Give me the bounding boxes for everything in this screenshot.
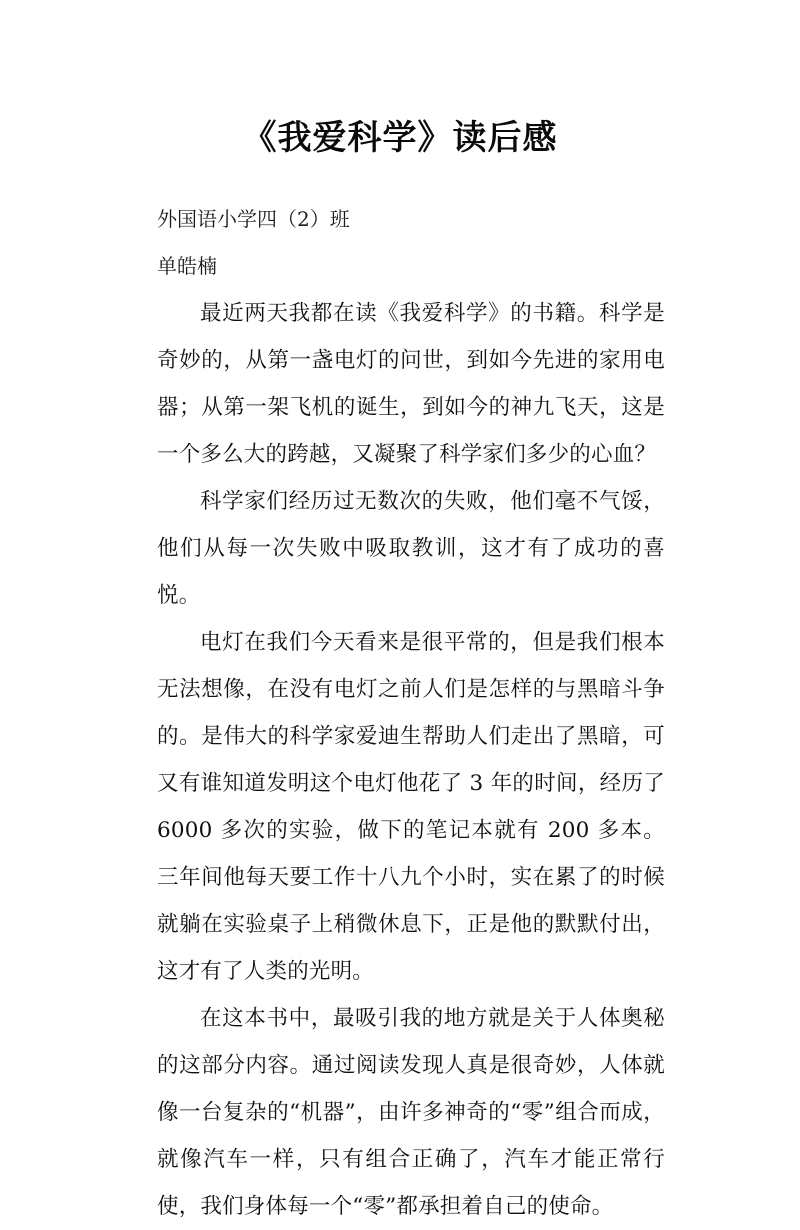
document-body [157,196,665,1230]
body-paragraph-3: 电灯在我们今天看来是很平常的，但是我们根本无法想像，在没有电灯之前人们是怎样的与黑暗斗争的。是伟大的科学家爱迪生帮助人们走出了黑暗，可又有谁知道发明这个电灯他花了 3 年的时间，经历了 6000 多次的实验，做下的笔记本就有 200 多本。三年间他每天要工作十八九个小时，实在累了的时候就躺在实验桌子上稍微休息下，正是他的默默付出，这才有了人类的光明。 [157,630,665,984]
body-paragraph-2: 科学家们经历过无数次的失败，他们毫不气馁，他们从每一次失败中吸取教训，这才有了成功的喜悦。 [157,489,665,608]
page-title: 《我爱科学》读后感 [242,117,558,158]
byline-class: 外国语小学四（2）班 [157,207,350,231]
byline-author: 单皓楠 [157,254,217,278]
body-paragraph-4: 在这本书中，最吸引我的地方就是关于人体奥秘的这部分内容。通过阅读发现人真是很奇妙，人体就像一台复杂的“机器”，由许多神奇的“零”组合而成，就像汽车一样，只有组合正确了，汽车才能正常行使，我们身体每一个“零”都承担着自己的使命。 [157,1006,665,1219]
body-paragraph-1: 最近两天我都在读《我爱科学》的书籍。科学是奇妙的，从第一盏电灯的问世，到如今先进的家用电器；从第一架飞机的诞生，到如今的神九飞天，这是一个多么大的跨越，又凝聚了科学家们多少的心血？ [157,301,665,467]
